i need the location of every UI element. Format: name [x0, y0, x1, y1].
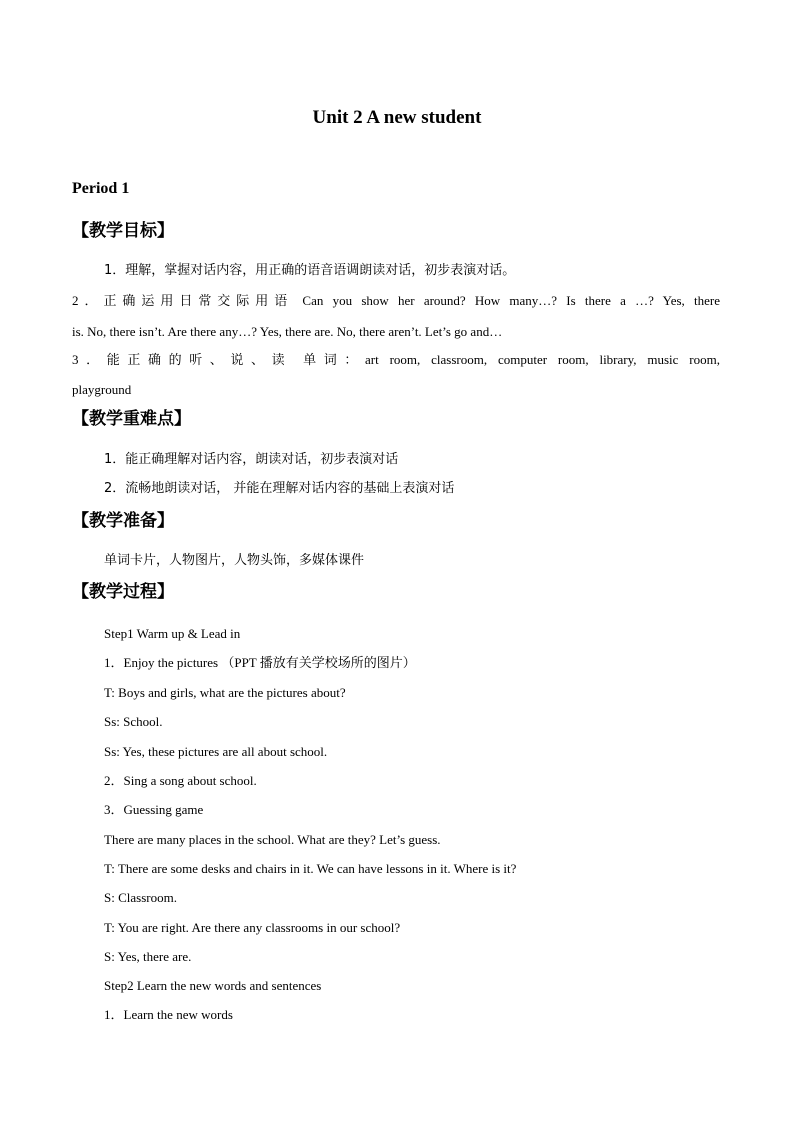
process-line: Ss: Yes, these pictures are all about school.: [104, 744, 328, 759]
objective-item-2-line-2: is. No, there isn’t. Are there any…? Yes, there are. No, there aren’t. Let’s go and…: [72, 324, 503, 339]
preparation-text: 单词卡片，人物图片，人物头饰，多媒体课件: [104, 553, 365, 568]
process-line: S: Classroom.: [104, 890, 177, 905]
process-line: Step2 Learn the new words and sentences: [104, 978, 322, 993]
key-point-item-1: 1．能正确理解对话内容，朗读对话，初步表演对话: [104, 452, 399, 467]
process-line: 3．Guessing game: [104, 802, 204, 817]
objective-item-1: 1．理解，掌握对话内容，用正确的语音语调朗读对话，初步表演对话。: [104, 263, 516, 278]
process-line: T: You are right. Are there any classrooms in our school?: [104, 920, 401, 935]
process-line: S: Yes, there are.: [104, 949, 192, 964]
page-title: Unit 2 A new student: [312, 107, 482, 128]
section-heading-key-points: 【教学重难点】: [72, 409, 191, 429]
section-heading-objectives: 【教学目标】: [72, 221, 174, 241]
process-line: 2．Sing a song about school.: [104, 773, 257, 788]
objective-item-2-line-1: 2．正确运用日常交际用语 Can you show her around? How many…? Is there a …? Yes, there: [72, 293, 720, 308]
process-line: Step1 Warm up & Lead in: [104, 626, 241, 641]
section-heading-process: 【教学过程】: [72, 582, 174, 602]
process-line: There are many places in the school. What are they? Let’s guess.: [104, 832, 441, 847]
process-line: 1．Enjoy the pictures （PPT 播放有关学校场所的图片）: [104, 655, 416, 670]
process-line: 1．Learn the new words: [104, 1007, 233, 1022]
period-label: Period 1: [72, 180, 130, 197]
process-line: T: Boys and girls, what are the pictures about?: [104, 685, 346, 700]
objective-item-3-line-2: playground: [72, 382, 132, 397]
key-point-item-2: 2．流畅地朗读对话， 并能在理解对话内容的基础上表演对话: [104, 481, 455, 496]
process-line: T: There are some desks and chairs in it. We can have lessons in it. Where is it?: [104, 861, 517, 876]
objective-item-3-line-1: 3．能正确的听、说、读 单词：art room, classroom, computer room, library, music room,: [72, 352, 720, 367]
process-line: Ss: School.: [104, 714, 163, 729]
section-heading-preparation: 【教学准备】: [72, 511, 174, 531]
